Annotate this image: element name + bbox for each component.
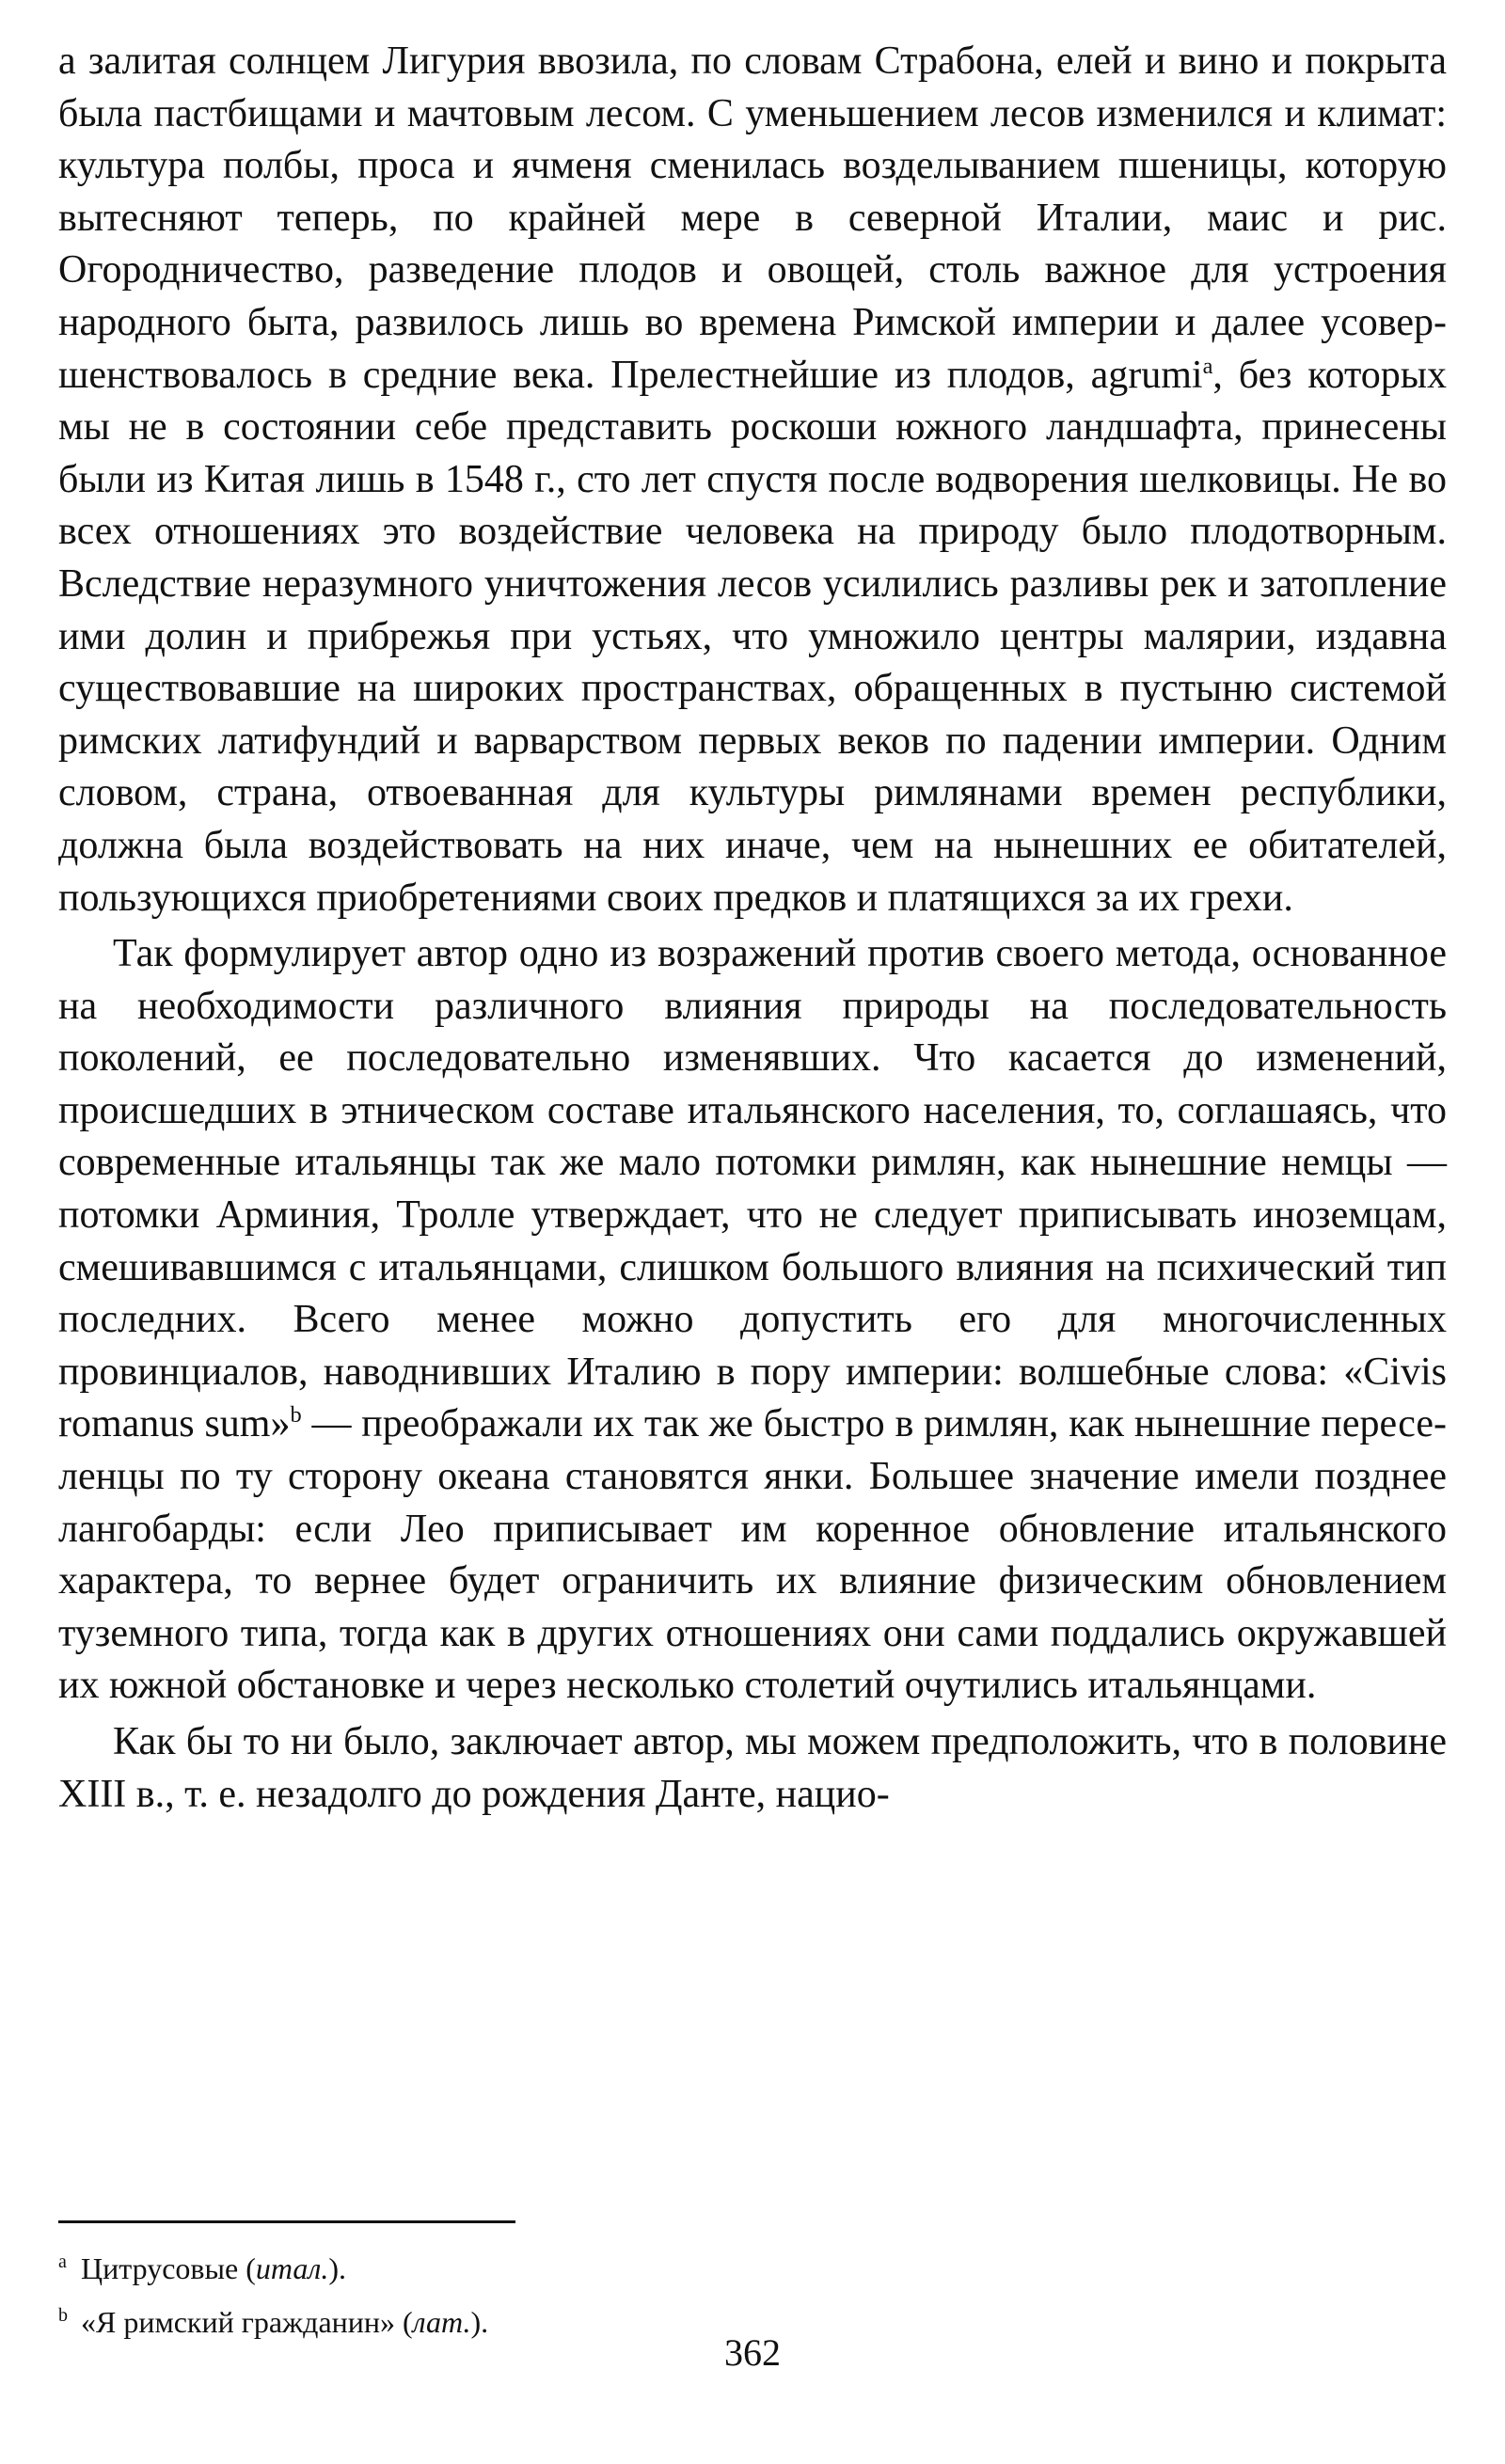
paragraph-1-part-1: а залитая солнцем Лигурия ввозила, по словам Страбона, елей и вино и покрыта была пастбищами и мачтовым лесом. С уменьшением лесов изменился и климат: культура полбы, проса и ячменя сменилась возделыванием пшеницы, которую вытесняют теперь, по крайней мере в северной Италии, маис и рис. Огородничество, разведение плодов и овощей, столь важное для устроения народного быта, развилось лишь во времена Римской империи и далее усовершенствовалось в средние века. Прелестнейшие из плодов, agrumi	[58, 39, 1447, 397]
main-text	[58, 36, 1447, 1821]
page-number: 362	[724, 2331, 781, 2374]
paragraph-2	[58, 928, 1447, 1713]
footnote-text: «Я римский гражданин» (	[81, 2305, 413, 2339]
footnote-text: Цитрусовые (	[81, 2251, 256, 2285]
paragraph-3: Как бы то ни было, заключает автор, мы можем предположить, что в половине XIII в., т. е. незадолго до рождения Данте, нацио-	[58, 1720, 1447, 1816]
footnote-a	[58, 2238, 1187, 2292]
paragraph-2-part-1: Так формулирует автор одно из возражений против своего метода, основанное на необходимости различного влияния природы на последовательность поколений, ее последовательно изменявших. Что касается до изменений, происшедших в этническом составе итальянского населения, то, соглашаясь, что современные итальянцы так же мало потомки римлян, как нынешние немцы — потомки Арминия, Тролле утверждает, что не следует приписывать иноземцам, смешивавшимся с итальянцами, слишком большого влияния на психический тип последних. Всего менее можно допустить его для многочисленных провинциалов, наводнивших Италию в пору империи: волшебные слова: «Civis romanus sum»	[58, 932, 1447, 1446]
footnote-divider	[58, 2220, 515, 2223]
paragraph-1-part-2: , без которых мы не в состоянии себе представить роскоши южного ландшафта, принесены были из Китая лишь в 1548 г., сто лет спустя после водворения шелковицы. Не во всех отношениях это воздействие человека на природу было плодотворным. Вследствие неразумного уничтожения лесов усилились разливы рек и затопление ими долин и прибрежья при устьях, что умножило центры малярии, издавна существовавшие на широких пространствах, обращенных в пустыню системой римских латифундий и варварством первых веков по падении империи. Одним словом, страна, отвоеванная для культуры римлянами времен республики, должна была воздействовать на них иначе, чем на нынешних ее обитателей, пользующихся приобретениями своих предков и платящихся за их грехи.	[58, 353, 1447, 920]
footnote-mark: b	[58, 2305, 68, 2326]
footnote-language: лат.	[412, 2305, 471, 2339]
footnotes	[58, 2238, 1187, 2346]
book-page	[58, 36, 1447, 2425]
footnote-ref-b: b	[290, 1402, 302, 1429]
footnote-ref-a: a	[1202, 353, 1213, 379]
footnote-language: итал.	[255, 2251, 329, 2285]
footnote-mark: a	[58, 2251, 67, 2272]
paragraph-1	[58, 36, 1447, 924]
paragraph-2-part-2: — преображали их так же быстро в римлян, как нынешние переселенцы по ту сторону океана становятся янки. Большее значение имели позднее лангобарды: если Лео приписывает им коренное обновление итальянского характера, то вернее будет ограничить их влияние физическим обновлением туземного типа, тогда как в других отношениях они сами поддались окружавшей их южной обстановке и через несколько столетий очутились итальянцами.	[58, 1402, 1448, 1708]
footnote-close: ).	[470, 2305, 489, 2339]
footnote-close: ).	[328, 2251, 346, 2285]
